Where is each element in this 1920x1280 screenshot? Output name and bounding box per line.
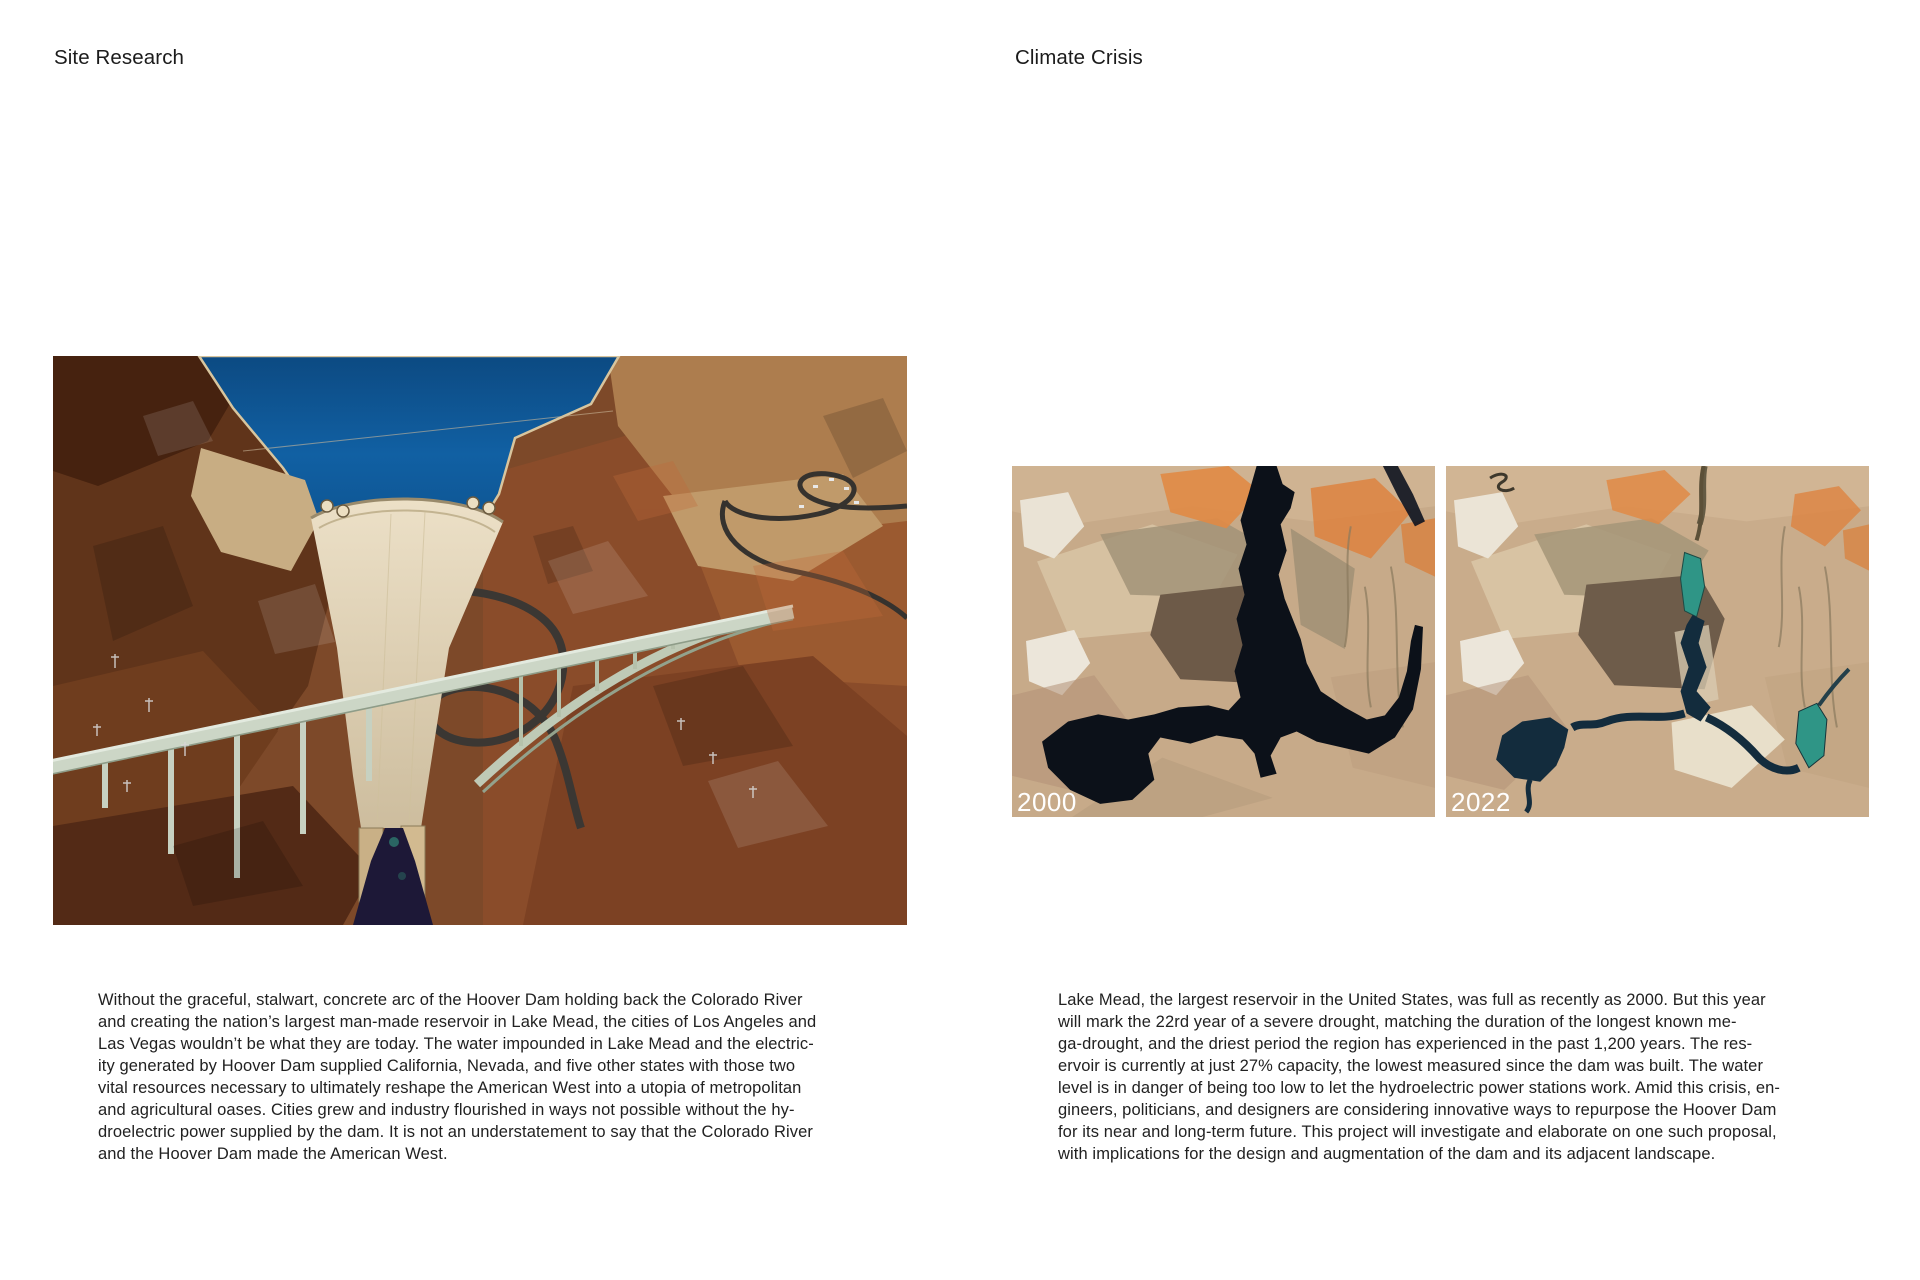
hoover-dam-aerial-photo bbox=[53, 356, 907, 925]
paragraph-line: for its near and long-term future. This project will investigate and elaborate on one such proposal, bbox=[1058, 1123, 1777, 1141]
paragraph-line: and creating the nation’s largest man-made reservoir in Lake Mead, the cities of Los Angeles and bbox=[98, 1013, 817, 1031]
satellite-2022-illustration bbox=[1446, 466, 1869, 817]
left-section-title: Site Research bbox=[54, 46, 185, 69]
paragraph-line: ervoir is currently at just 27% capacity, the lowest measured since the dam was built. The water bbox=[1058, 1057, 1764, 1075]
lake-mead-satellite-2022 bbox=[1446, 466, 1869, 817]
paragraph-line: and the Hoover Dam made the American West. bbox=[98, 1145, 448, 1163]
paragraph-line: Las Vegas wouldn’t be what they are today. The water impounded in Lake Mead and the electric- bbox=[98, 1035, 814, 1053]
site-research-paragraph bbox=[98, 989, 816, 1165]
paragraph-line: ga-drought, and the driest period the region has experienced in the past 1,200 years. The res- bbox=[1058, 1035, 1753, 1053]
paragraph-line: vital resources necessary to ultimately reshape the American West into a utopia of metropolitan bbox=[98, 1079, 802, 1097]
paragraph-line: ity generated by Hoover Dam supplied California, Nevada, and five other states with those two bbox=[98, 1057, 796, 1075]
paragraph-line: Without the graceful, stalwart, concrete arc of the Hoover Dam holding back the Colorado River bbox=[98, 991, 803, 1009]
paragraph-line: with implications for the design and augmentation of the dam and its adjacent landscape. bbox=[1058, 1145, 1716, 1163]
paragraph-line: and agricultural oases. Cities grew and industry flourished in ways not possible without the hy- bbox=[98, 1101, 795, 1119]
paragraph-line: droelectric power supplied by the dam. It is not an understatement to say that the Colorado River bbox=[98, 1123, 813, 1141]
paragraph-line: gineers, politicians, and designers are considering innovative ways to repurpose the Hoover Dam bbox=[1058, 1101, 1777, 1119]
paragraph-line: Lake Mead, the largest reservoir in the United States, was full as recently as 2000. But this year bbox=[1058, 991, 1766, 1009]
climate-crisis-paragraph bbox=[1058, 989, 1780, 1165]
paragraph-line: will mark the 22rd year of a severe drought, matching the duration of the longest known me- bbox=[1058, 1013, 1737, 1031]
hoover-dam-illustration bbox=[53, 356, 907, 925]
year-label: 2022 bbox=[1451, 787, 1511, 817]
satellite-2000-illustration bbox=[1012, 466, 1435, 817]
lake-mead-satellite-2000 bbox=[1012, 466, 1435, 817]
paragraph-line: level is in danger of being too low to let the hydroelectric power stations work. Amid this crisis, en- bbox=[1058, 1079, 1780, 1097]
right-section-title: Climate Crisis bbox=[1015, 46, 1143, 69]
year-label: 2000 bbox=[1017, 787, 1077, 817]
